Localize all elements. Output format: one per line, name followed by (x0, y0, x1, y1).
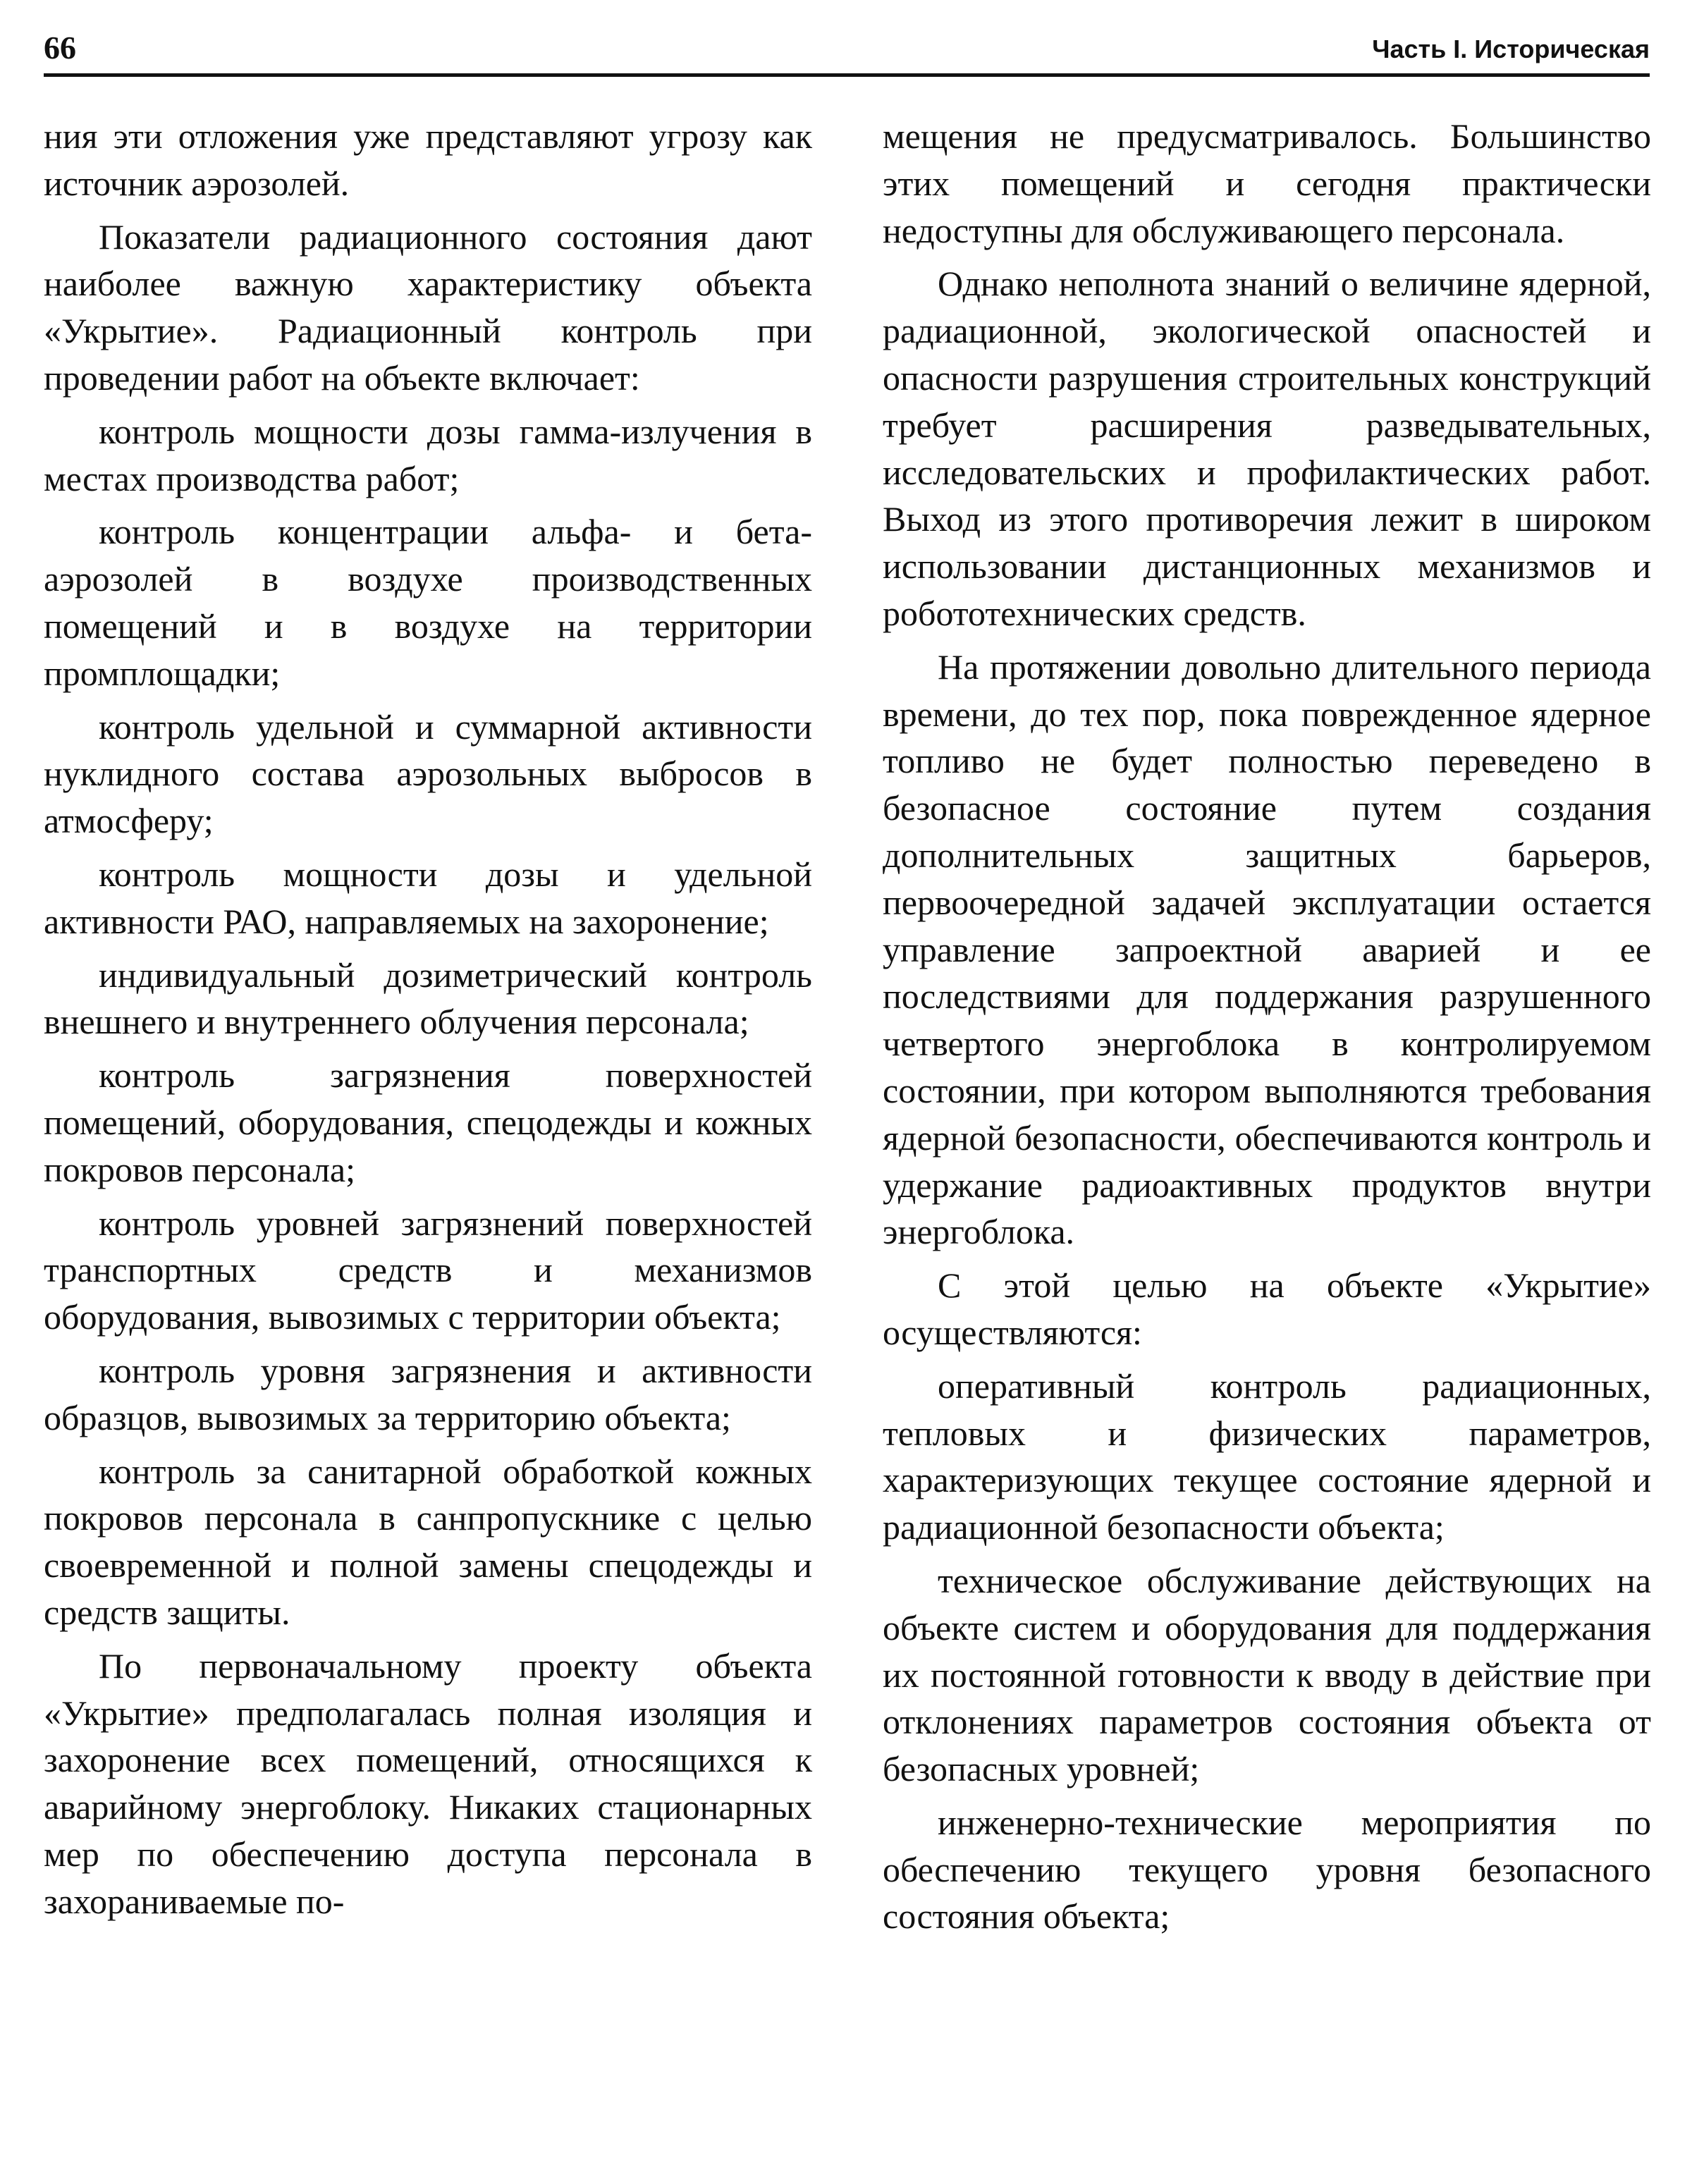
list-item: индивидуальный дозиметрический контроль внешнего и внутреннего облучения персонала; (44, 955, 812, 1042)
list-item: техническое обслуживание действующих на объекте систем и оборудования для поддержания их постоянной готовности к вводу в действие при отклонениях параметров состояния объекта от безопасных уровней; (883, 1560, 1651, 1789)
paragraph: На протяжении довольно длительного периода времени, до тех пор, пока поврежденное ядерное топливо не будет полностью переведено в безопасное состояние путем создания дополнительных защитных барьеров, первоочередной задачей эксплуатации остается управление запроектной аварией и ее последствиями для поддержания разрушенного четвертого энергоблока в контролируемом состоянии, при котором выполняются требования ядерной безопасности, обеспечиваются контроль и удержание радиоактивных продуктов внутри энергоблока. (883, 646, 1651, 1252)
header-rule (44, 73, 1650, 77)
list-item: контроль мощности дозы гамма-излучения в местах производства работ; (44, 411, 812, 498)
right-column (883, 113, 1651, 1946)
list-item: контроль загрязнения поверхностей помещений, оборудования, спецодежды и кожных покровов персонала; (44, 1055, 812, 1189)
list-item: оперативный контроль радиационных, тепловых и физических параметров, характеризующих текущее состояние ядерной и радиационной безопасности объекта; (883, 1366, 1651, 1547)
page-number: 66 (44, 30, 76, 66)
left-column (44, 113, 812, 1931)
paragraph: мещения не предусматривалось. Большинство этих помещений и сегодня практически недоступны для обслуживающего персонала. (883, 116, 1651, 250)
list-item: контроль уровня загрязнения и активности образцов, вывозимых за территорию объекта; (44, 1350, 812, 1437)
list-item: инженерно-технические мероприятия по обеспечению текущего уровня безопасного состояния объекта; (883, 1802, 1651, 1937)
list-item: контроль удельной и суммарной активности нуклидного состава аэрозольных выбросов в атмосферу; (44, 706, 812, 841)
paragraph: ния эти отложения уже представляют угрозу как источник аэрозолей. (44, 116, 812, 203)
paragraph: С этой целью на объекте «Укрытие» осуществляются: (883, 1265, 1651, 1352)
list-item: контроль уровней загрязнений поверхностей транспортных средств и механизмов оборудования, вывозимых с территории объекта; (44, 1203, 812, 1337)
list-item: контроль концентрации альфа- и бета-аэрозолей в воздухе производственных помещений и в воздухе на территории промплощадки; (44, 512, 812, 693)
page-header (44, 25, 1650, 72)
paragraph: Показатели радиационного состояния дают наиболее важную характеристику объекта «Укрытие». Радиационный контроль при проведении работ на объекте включает: (44, 216, 812, 398)
list-item: контроль за санитарной обработкой кожных покровов персонала в санпропускнике с целью своевременной и полной замены спецодежды и средств защиты. (44, 1451, 812, 1632)
paragraph: По первоначальному проекту объекта «Укрытие» предполагалась полная изоляция и захоронение всех помещений, относящихся к аварийному энергоблоку. Никаких стационарных мер по обеспечению доступа персонала в захораниваемые по- (44, 1645, 812, 1921)
running-title: Часть I. Историческая (1372, 35, 1650, 63)
paragraph: Однако неполнота знаний о величине ядерной, радиационной, экологической опасностей и опасности разрушения строительных конструкций требует расширения разведывательных, исследовательских и профилактических работ. Выход из этого противоречия лежит в широком использовании дистанционных механизмов и робототехнических средств. (883, 264, 1651, 633)
list-item: контроль мощности дозы и удельной активности РАО, направляемых на захоронение; (44, 854, 812, 941)
